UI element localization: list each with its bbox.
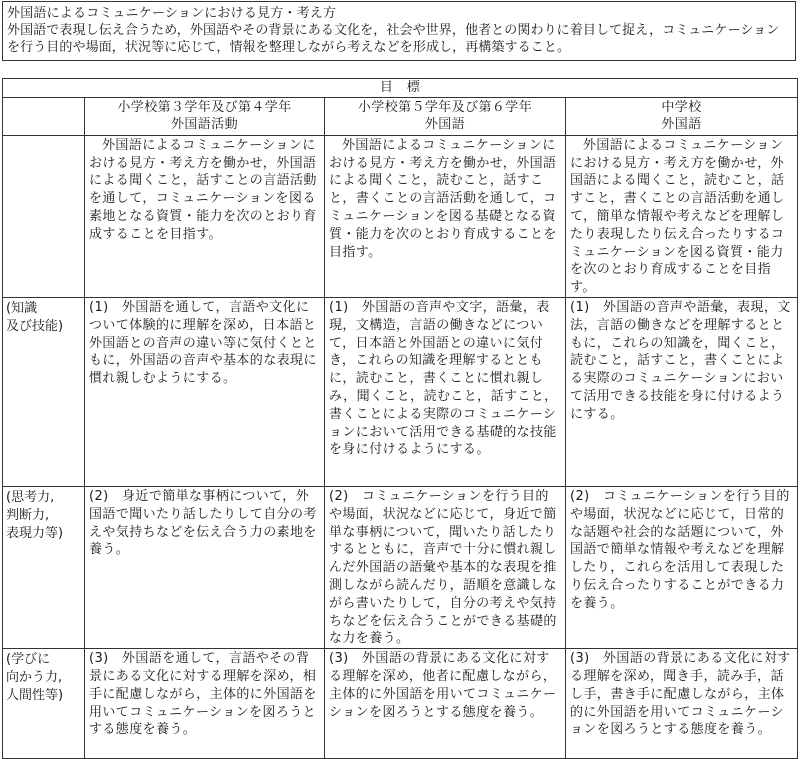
column-header-row	[3, 97, 798, 135]
goal-cell: (2) コミュニケーションを行う目的や場面，状況などに応じて，日常的な話題や社会的な話題について，外国語で簡単な情報や考えなどを理解したり，これらを活用して表現したり伝え合ったりすることができる力を養う。	[566, 486, 798, 648]
perspective-description: 外国語で表現し伝え合うため，外国語やその背景にある文化を，社会や世界，他者との関わりに着目して捉え，コミュニケーションを行う目的や場面，状況等に応じて，情報を整理しながら考えなどを形成し，再構築すること。	[7, 23, 780, 55]
corner-cell	[3, 97, 85, 135]
overall-goal-cell: 外国語によるコミュニケーションにおける見方・考え方を働かせ，外国語による聞くこと，読むこと，話すこと，書くことの言語活動を通して，コミュニケーションを図る基礎となる資質・能力を次のとおり育成することを目指す。	[325, 135, 566, 297]
knowledge-skills-row	[3, 297, 798, 486]
goal-cell: (3) 外国語を通して，言語やその背景にある文化に対する理解を深め，相手に配慮しながら，主体的に外国語を用いてコミュニケーションを図ろうとする態度を養う。	[85, 649, 325, 759]
row-label-knowledge	[3, 297, 85, 486]
row-label-text: (思考力, 判断力, 表現力等)	[6, 489, 64, 541]
row-label-text: (知識 及び技能)	[6, 300, 64, 334]
column-header-elementary-5-6	[325, 97, 566, 135]
goal-cell: (2) 身近で簡単な事柄について，外国語で聞いたり話したりして自分の考えや気持ちなどを伝え合う力の素地を養う。	[85, 486, 325, 648]
row-label-thinking	[3, 486, 85, 648]
attitude-row	[3, 649, 798, 759]
overall-goal-cell: 外国語によるコミュニケーションにおける見方・考え方を働かせ，外国語による聞くこと，話すことの言語活動を通して，コミュニケーションを図る素地となる資質・能力を次のとおり育成することを目指す。	[85, 135, 325, 297]
row-label-text: (学びに 向かう力, 人間性等)	[6, 652, 64, 703]
column-header-line2: 外国語	[424, 117, 466, 133]
goal-cell: (2) コミュニケーションを行う目的や場面，状況などに応じて，身近で簡単な事柄について，聞いたり話したりするとともに，音声で十分に慣れ親しんだ外国語の語彙や基本的な表現を推測しながら読んだり，語順を意識しながら書いたりして，自分の考えや気持ちなどを伝え合うことができる基礎的な力を養う。	[325, 486, 566, 648]
column-header-line1: 小学校第５学年及び第６学年	[357, 99, 533, 115]
column-header-junior-high	[566, 97, 798, 135]
overall-goal-cell: 外国語によるコミュニケーションにおける見方・考え方を働かせ，外国語による聞くこと，読むこと，話すこと，書くことの言語活動を通して，簡単な情報や考えなどを理解したり表現したり伝え合ったりするコミュニケーションを図る資質・能力を次のとおり育成することを目指す。	[566, 135, 798, 297]
column-header-line2: 外国語	[661, 117, 702, 133]
column-header-line1: 小学校第３学年及び第４学年	[117, 99, 292, 115]
column-header-line2: 外国語活動	[170, 117, 238, 133]
thinking-judgment-row	[3, 486, 798, 648]
perspective-title: 外国語によるコミュニケーションにおける見方・考え方	[7, 6, 337, 21]
column-header-elementary-3-4	[85, 97, 325, 135]
goal-cell: (1) 外国語の音声や文字，語彙，表現，文構造，言語の働きなどについて，日本語と外国語との違いに気付き，これらの知識を理解するとともに，読むこと，書くことに慣れ親しみ，聞くこと，読むこと，話すこと，書くことによる実際のコミュニケーションにおいて活用できる基礎的な技能を身に付けるようにする。	[325, 297, 566, 486]
goals-heading-row	[3, 79, 798, 98]
goal-cell: (1) 外国語の音声や語彙，表現，文法，言語の働きなどを理解するとともに，これらの知識を，聞くこと，読むこと，話すこと，書くことによる実際のコミュニケーションにおいて活用できる技能を身に付けるようにする。	[566, 297, 798, 486]
perspective-box	[2, 1, 796, 61]
column-header-line1: 中学校	[661, 99, 702, 115]
goals-heading: 目 標	[3, 79, 798, 98]
goal-cell: (1) 外国語を通して，言語や文化について体験的に理解を深め，日本語と外国語との音声の違い等に気付くとともに，外国語の音声や基本的な表現に慣れ親しむようにする。	[85, 297, 325, 486]
goal-cell: (3) 外国語の背景にある文化に対する理解を深め，他者に配慮しながら，主体的に外国語を用いてコミュニケーションを図ろうとする態度を養う。	[325, 649, 566, 759]
row-label-empty	[3, 135, 85, 297]
row-label-attitude	[3, 649, 85, 759]
goal-cell: (3) 外国語の背景にある文化に対する理解を深め，聞き手，読み手，話し手，書き手に配慮しながら，主体的に外国語を用いてコミュニケーションを図ろうとする態度を養う。	[566, 649, 798, 759]
goals-table	[2, 78, 798, 759]
overall-goal-row	[3, 135, 798, 297]
